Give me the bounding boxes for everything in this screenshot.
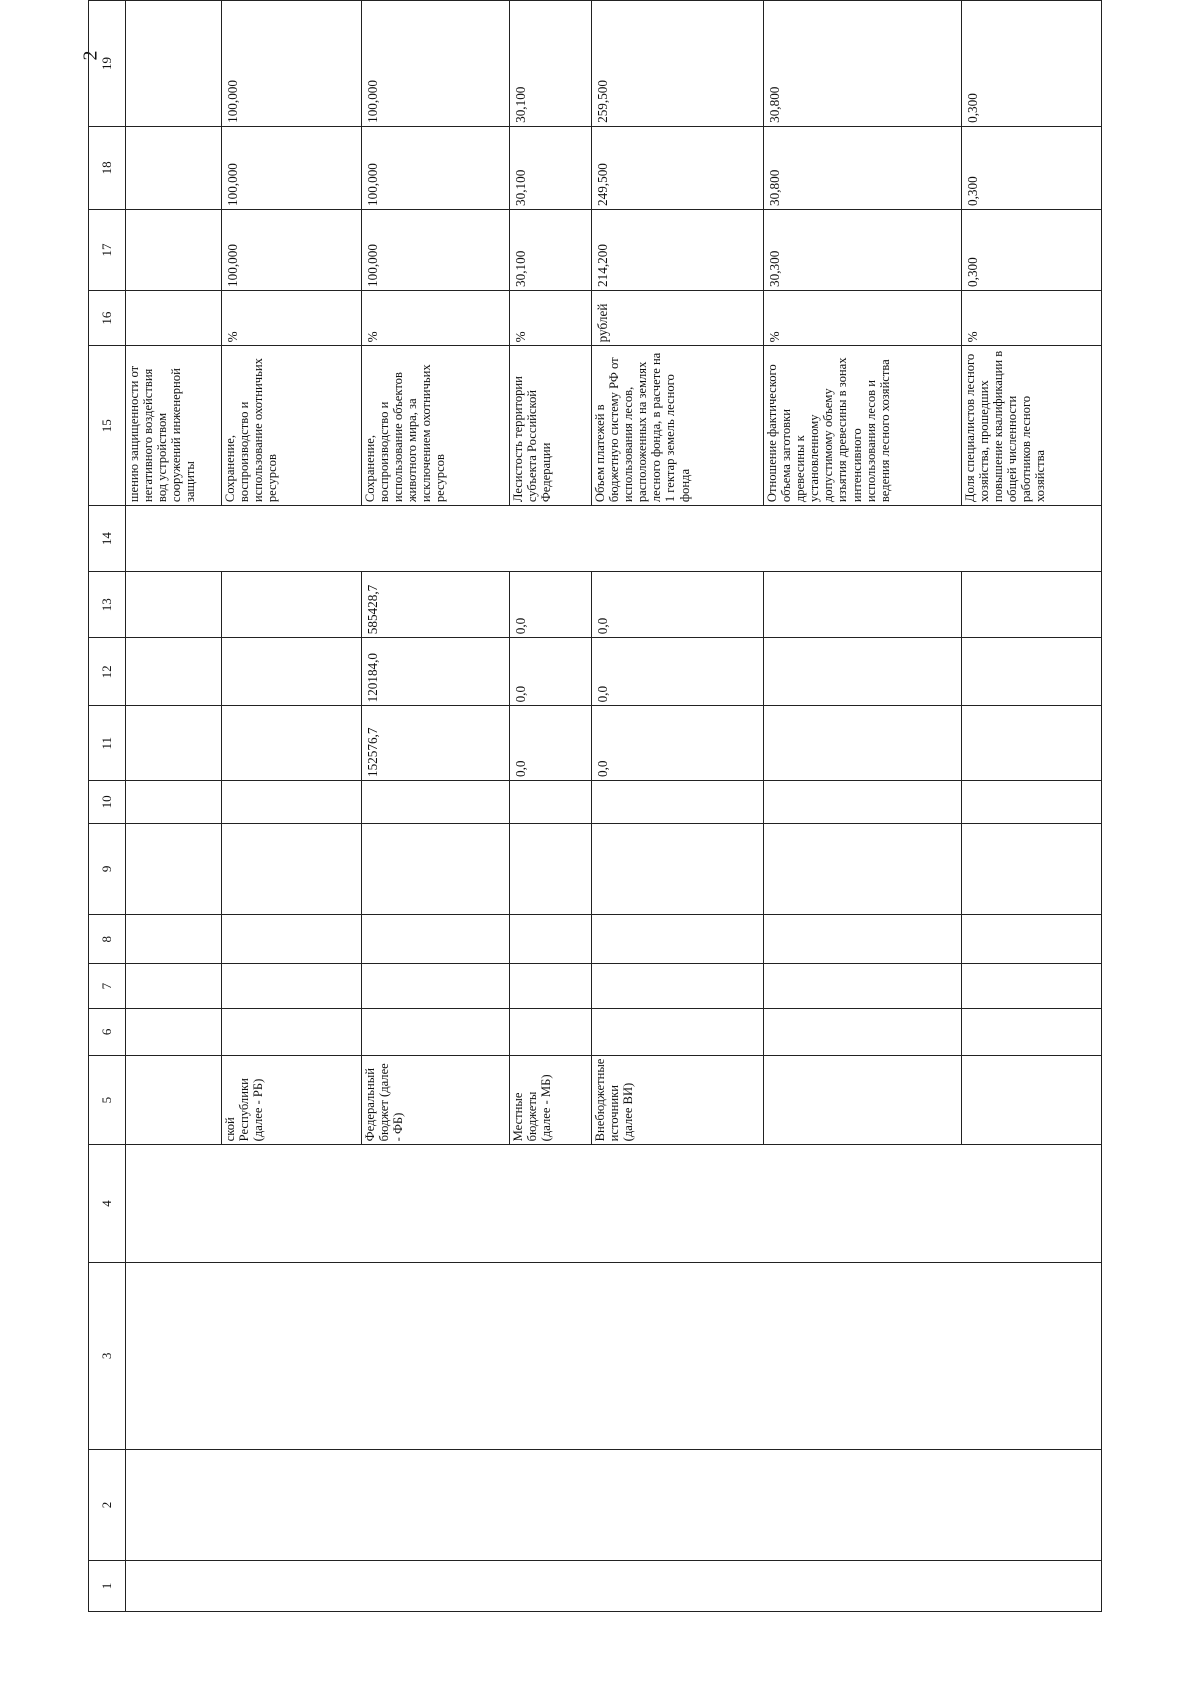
cell-col7 [362,964,510,1009]
funding-col13: 0,0 [592,572,764,638]
funding-col13 [962,572,1102,638]
cell-col8 [222,915,362,964]
cell-col7 [510,964,592,1009]
funding-col11 [222,706,362,781]
cell-col6 [962,1008,1102,1055]
cell-col9 [222,823,362,915]
cell-col6 [222,1008,362,1055]
value-col18: 100,000 [222,126,362,209]
cell-col7 [126,964,222,1009]
col-header-4: 4 [89,1145,126,1262]
indicator-cell: Лесистость территории субъекта Российской Федерации [510,346,592,506]
cell-col6 [362,1008,510,1055]
indicator-cell: Отношение фактического объема заготовки древесины к установленному допустимому объему изъятия древесины в зонах интенсивного использования лесов и ведения лесного хозяйства [764,346,962,506]
cell-col7 [764,964,962,1009]
funding-col11: 0,0 [592,706,764,781]
cell-col6 [510,1008,592,1055]
value-col17: 100,000 [222,209,362,290]
cell-col10 [126,781,222,824]
unit-cell: % [222,290,362,345]
cell-col10 [592,781,764,824]
cell-col7 [592,964,764,1009]
rotated-table-wrapper [88,0,1123,1612]
value-col19 [126,1,222,127]
cell-col8 [592,915,764,964]
indicator-cell: Сохранение, воспроизводство и использование охотничьих ресурсов [222,346,362,506]
indicator-cell: Сохранение, воспроизводство и использование объектов животного мира, за исключением охотничьих ресурсов [362,346,510,506]
value-col18 [126,126,222,209]
column-number-row [89,1,126,1612]
funding-source-cell: Внебюджетные источники (далее ВИ) [592,1055,764,1145]
value-col17 [126,209,222,290]
funding-col11: 152576,7 [362,706,510,781]
unit-cell: % [362,290,510,345]
col-header-1: 1 [89,1560,126,1611]
value-col17: 100,000 [362,209,510,290]
col-header-6: 6 [89,1008,126,1055]
funding-col12 [764,638,962,706]
value-col19: 100,000 [362,1,510,127]
unit-cell: % [510,290,592,345]
cell-col9 [764,823,962,915]
unit-cell: % [764,290,962,345]
cell-col6 [764,1008,962,1055]
value-col19: 0,300 [962,1,1102,127]
indicator-cell: шению защищенности от негативного воздействия вод устройством сооружений инженерной защиты [126,346,222,506]
cell-col6 [126,1008,222,1055]
funding-col12: 0,0 [510,638,592,706]
unit-cell: рублей [592,290,764,345]
col-header-11: 11 [89,706,126,781]
cell-source-empty [126,1055,222,1145]
funding-col12: 0,0 [592,638,764,706]
value-col17: 0,300 [962,209,1102,290]
value-col19: 30,800 [764,1,962,127]
unit-cell [126,290,222,345]
funding-source-cell [962,1055,1102,1145]
indicator-cell: Доля специалистов лесного хозяйства, прошедших повышение квалификации в общей численности работников лесного хозяйства [962,346,1102,506]
cell-col6 [592,1008,764,1055]
cell-col1 [126,1560,1102,1611]
page-number: 2 [79,50,102,61]
cell-col12 [126,638,222,706]
cell-col8 [764,915,962,964]
value-col18: 30,100 [510,126,592,209]
unit-cell: % [962,290,1102,345]
value-col18: 249,500 [592,126,764,209]
value-col17: 30,100 [510,209,592,290]
col-header-18: 18 [89,126,126,209]
cell-col9 [592,823,764,915]
cell-col8 [962,915,1102,964]
funding-col13 [222,572,362,638]
funding-col13: 585428,7 [362,572,510,638]
funding-col12 [962,638,1102,706]
indicator-cell: Объем платежей в бюджетную систему РФ от использования лесов, расположенных на землях лесного фонда, в расчете на 1 гектар земель лесного фонда [592,346,764,506]
value-col18: 100,000 [362,126,510,209]
cell-col2 [126,1450,1102,1561]
cell-col4 [126,1145,1102,1262]
cell-col8 [510,915,592,964]
value-col18: 0,300 [962,126,1102,209]
funding-col11 [764,706,962,781]
col-header-13: 13 [89,572,126,638]
cell-col14 [126,506,1102,572]
funding-source-cell [764,1055,962,1145]
col-header-16: 16 [89,290,126,345]
col-header-2: 2 [89,1450,126,1561]
cell-col9 [126,823,222,915]
funding-source-cell: Местные бюджеты (далее - МБ) [510,1055,592,1145]
cell-col10 [222,781,362,824]
col-header-19: 19 [89,1,126,127]
value-col19: 100,000 [222,1,362,127]
col-header-17: 17 [89,209,126,290]
cell-col9 [962,823,1102,915]
cell-col3 [126,1262,1102,1450]
value-col19: 30,100 [510,1,592,127]
value-col17: 30,300 [764,209,962,290]
cell-col7 [222,964,362,1009]
funding-col11 [962,706,1102,781]
value-col18: 30,800 [764,126,962,209]
funding-source-cell: Федеральный бюджет (далее - ФБ) [362,1055,510,1145]
col-header-12: 12 [89,638,126,706]
col-header-9: 9 [89,823,126,915]
funding-col12 [222,638,362,706]
col-header-5: 5 [89,1055,126,1145]
program-indicators-table [88,0,1102,1612]
cell-col13 [126,572,222,638]
cell-col9 [510,823,592,915]
value-col19: 259,500 [592,1,764,127]
col-header-10: 10 [89,781,126,824]
funding-col12: 120184,0 [362,638,510,706]
cell-col8 [126,915,222,964]
cell-col11 [126,706,222,781]
cell-col10 [962,781,1102,824]
col-header-7: 7 [89,964,126,1009]
cell-col10 [510,781,592,824]
cell-col9 [362,823,510,915]
funding-source-cell: ской Республики (далее - РБ) [222,1055,362,1145]
value-col17: 214,200 [592,209,764,290]
funding-col11: 0,0 [510,706,592,781]
cell-col10 [764,781,962,824]
col-header-3: 3 [89,1262,126,1450]
cell-col10 [362,781,510,824]
col-header-14: 14 [89,506,126,572]
col-header-8: 8 [89,915,126,964]
col-header-15: 15 [89,346,126,506]
funding-col13: 0,0 [510,572,592,638]
cell-col8 [362,915,510,964]
cell-col7 [962,964,1102,1009]
table-row-intro [126,1,222,1612]
funding-col13 [764,572,962,638]
